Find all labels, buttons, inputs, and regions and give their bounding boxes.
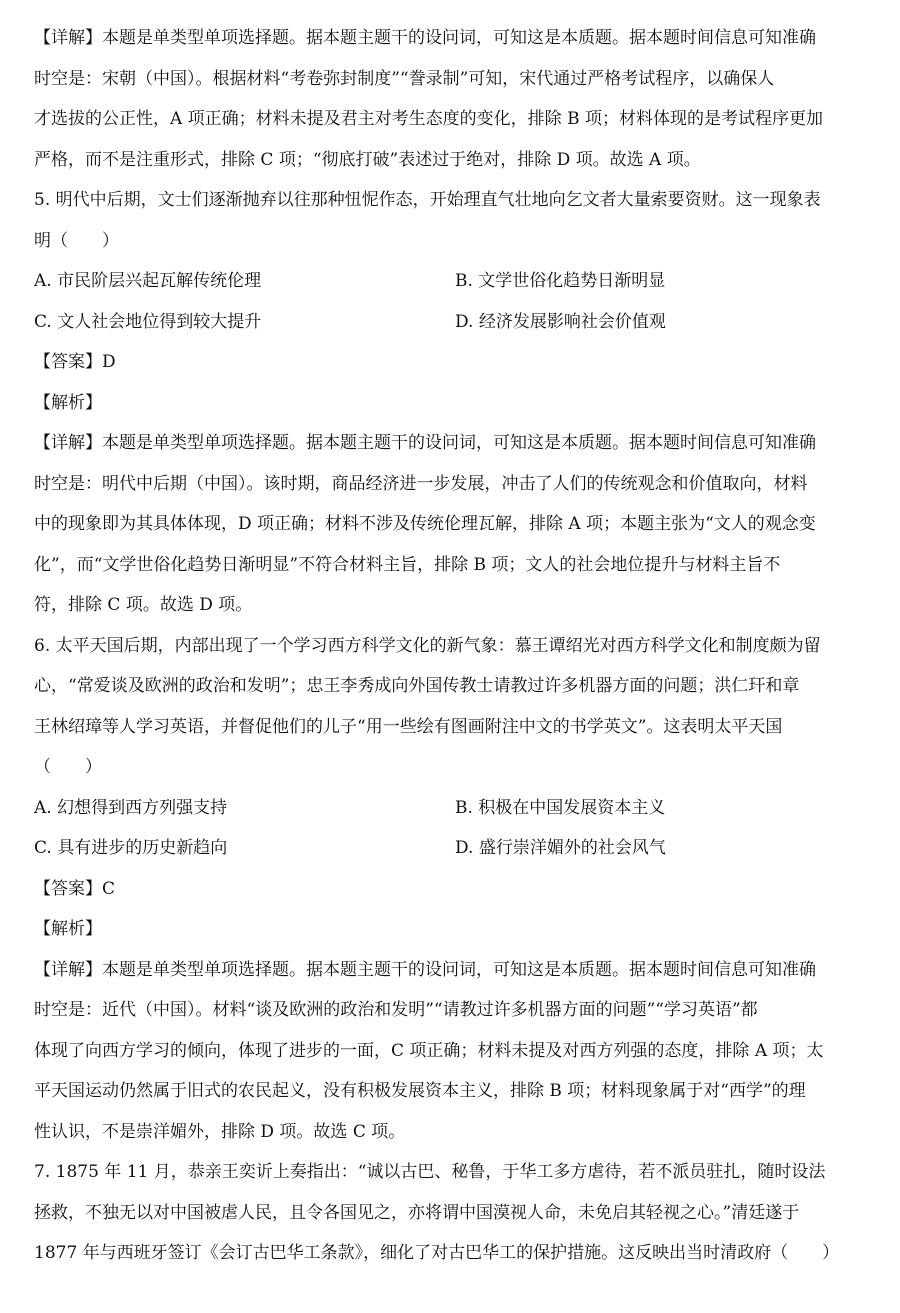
question-6-options bbox=[34, 788, 866, 869]
option-c: C. 具有进步的历史新趋向 bbox=[34, 838, 228, 858]
question-stem-line: 6. 太平天国后期，内部出现了一个学习西方科学文化的新气象：慕王谭绍光对西方科学文化和制度颇为留 bbox=[34, 635, 821, 656]
text-line: 才选拔的公正性，A 项正确；材料未提及君主对考生态度的变化，排除 B 项；材料体现的是考试程序更加 bbox=[34, 109, 823, 129]
answer-label: 【答案】D bbox=[34, 352, 116, 372]
analysis-label: 【解析】 bbox=[34, 392, 102, 413]
text-line: 化”，而“文学世俗化趋势日渐明显”不符合材料主旨，排除 B 项；文人的社会地位提升与材料主旨不 bbox=[34, 554, 781, 575]
question-stem-line: 拯救，不独无以对中国被虐人民，且令各国见之，亦将谓中国漠视人命，未免启其轻视之心。”清廷遂于 bbox=[34, 1202, 800, 1223]
question-5-answer-block bbox=[34, 342, 866, 626]
option-b: B. 文学世俗化趋势日渐明显 bbox=[455, 271, 666, 291]
question-5 bbox=[34, 180, 866, 261]
text-line: 体现了向西方学习的倾向，体现了进步的一面，C 项正确；材料未提及对西方列强的态度，排除 A 项；太 bbox=[34, 1040, 824, 1061]
text-line: 时空是：宋朝（中国）。根据材料“考卷弥封制度”“誊录制”可知，宋代通过严格考试程序，以确保人 bbox=[34, 68, 775, 89]
question-stem-line: 心，“常爱谈及欧洲的政治和发明”；忠王李秀成向外国传教士请教过许多机器方面的问题；洪仁玕和章 bbox=[34, 676, 800, 696]
question-stem-line: （ ） bbox=[34, 757, 102, 777]
text-line: 中的现象即为其具体体现，D 项正确；材料不涉及传统伦理瓦解，排除 A 项；本题主张为“文人的观念变 bbox=[34, 514, 816, 534]
text-line: 【详解】本题是单类型单项选择题。据本题主题干的设问词，可知这是本质题。据本题时间信息可知准确 bbox=[34, 959, 816, 980]
text-line: 严格，而不是注重形式，排除 C 项；“彻底打破”表述过于绝对，排除 D 项。故选 A 项。 bbox=[34, 149, 701, 170]
question-5-options bbox=[34, 261, 866, 342]
text-line: 时空是：明代中后期（中国）。该时期，商品经济进一步发展，冲击了人们的传统观念和价值取向，材料 bbox=[34, 473, 808, 494]
option-c: C. 文人社会地位得到较大提升 bbox=[34, 311, 262, 332]
question-stem-line: 王林绍璋等人学习英语，并督促他们的儿子“用一些绘有图画附注中文的书学英文”。这表明太平天国 bbox=[34, 716, 783, 737]
text-line: 符，排除 C 项。故选 D 项。 bbox=[34, 595, 253, 615]
question-7 bbox=[34, 1152, 866, 1274]
text-line: 【详解】本题是单类型单项选择题。据本题主题干的设问词，可知这是本质题。据本题时间信息可知准确 bbox=[34, 433, 816, 453]
text-line: 平天国运动仍然属于旧式的农民起义，没有积极发展资本主义，排除 B 项；材料现象属于对“西学”的理 bbox=[34, 1081, 806, 1101]
question-stem-line: 5. 明代中后期，文士们逐渐抛弃以往那种忸怩作态，开始理直气壮地向乞文者大量索要资财。这一现象表 bbox=[34, 190, 821, 210]
q4-detail-paragraph bbox=[34, 18, 866, 180]
answer-label: 【答案】C bbox=[34, 878, 116, 899]
question-6-answer-block bbox=[34, 869, 866, 1153]
analysis-label: 【解析】 bbox=[34, 919, 102, 939]
text-line: 性认识，不是崇洋媚外，排除 D 项。故选 C 项。 bbox=[34, 1121, 406, 1142]
question-stem-line: 明（ ） bbox=[34, 230, 119, 251]
option-a: A. 市民阶层兴起瓦解传统伦理 bbox=[34, 271, 262, 291]
option-d: D. 盛行崇洋媚外的社会风气 bbox=[455, 838, 666, 858]
text-line: 【详解】本题是单类型单项选择题。据本题主题干的设问词，可知这是本质题。据本题时间信息可知准确 bbox=[34, 28, 816, 48]
question-6 bbox=[34, 626, 866, 788]
text-line: 时空是：近代（中国）。材料“谈及欧洲的政治和发明”“请教过许多机器方面的问题”“学习英语”都 bbox=[34, 1000, 758, 1020]
question-stem-line: 7. 1875 年 11 月，恭亲王奕䜣上奏指出：“诚以古巴、秘鲁，于华工多方虐待，若不派员驻扎，随时设法 bbox=[34, 1162, 826, 1182]
option-d: D. 经济发展影响社会价值观 bbox=[455, 311, 666, 332]
option-a: A. 幻想得到西方列强支持 bbox=[34, 797, 228, 818]
option-b: B. 积极在中国发展资本主义 bbox=[455, 797, 666, 818]
question-stem-line: 1877 年与西班牙签订《会订古巴华工条款》，细化了对古巴华工的保护措施。这反映出当时清政府（ ） bbox=[34, 1243, 840, 1263]
